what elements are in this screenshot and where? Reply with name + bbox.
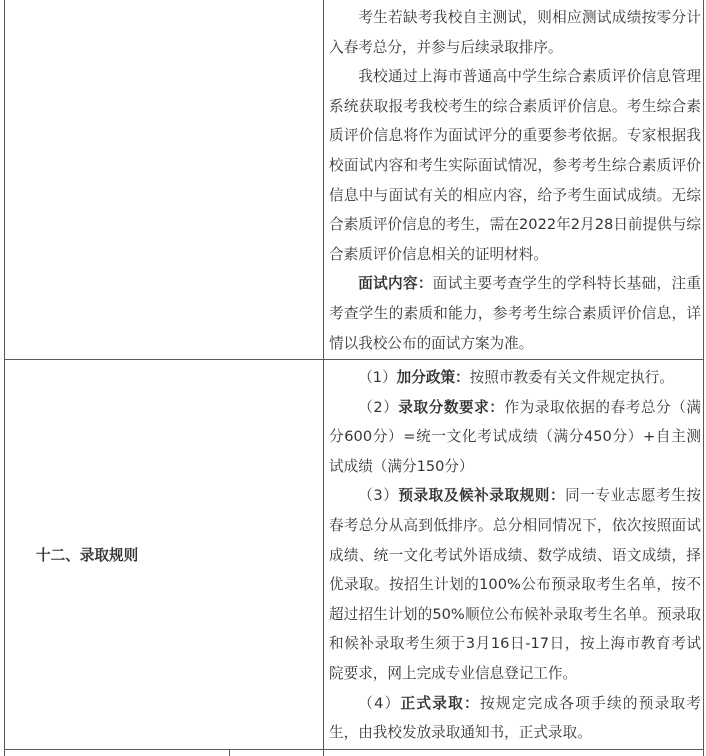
upper-cell-content	[329, 3, 701, 358]
rule-text: 按规定完成各项手续的预录取考生，由我校发放录取通知书，正式录取。	[329, 694, 701, 742]
rule-prefix: （4）	[358, 694, 401, 712]
rule-item	[329, 689, 701, 748]
rule-text: 按照市教委有关文件规定执行。	[469, 369, 674, 386]
rule-item	[329, 393, 701, 482]
row-divider-2	[4, 749, 704, 750]
table-left-border	[4, 0, 5, 756]
rule-prefix: （3）	[358, 487, 399, 505]
rule-text: 同一专业志愿考生按春考总分从高到低排序。总分相同情况下，依次按照面试成绩、统一文化考试外语成绩、数学成绩、语文成绩，择优录取。按招生计划的100%公布预录取考生名单，按不超过招生计划的50%顺位公布候补录取考生名单。预录取和候补录取考生须于3月16日-17日，按上海市教育考试院要求，网上完成专业信息登记工作。	[329, 487, 701, 682]
interview-content-text: 面试主要考查学生的学科特长基础，注重考查学生的素质和能力，参考考生综合素质评价信息，详情以我校公布的面试方案为准。	[329, 275, 701, 352]
rule-prefix: （2）	[358, 398, 399, 416]
rule-title: 正式录取：	[400, 694, 480, 712]
paragraph-interview-content	[329, 269, 701, 358]
rule-text: 作为录取依据的春考总分（满分600分）=统一文化考试成绩（满分450分）+自主测试成绩（满分150分）	[329, 398, 701, 475]
table-right-border	[703, 0, 704, 756]
rule-item	[329, 481, 701, 688]
next-row-divider	[229, 750, 230, 756]
section-label: 十二、录取规则	[36, 547, 139, 564]
paragraph-absence-rule: 考生若缺考我校自主测试，则相应测试成绩按零分计入春考总分，并参与后续录取排序。	[329, 9, 701, 56]
row-divider-1	[4, 359, 704, 360]
rule-title: 加分政策：	[396, 369, 470, 386]
interview-content-label: 面试内容：	[358, 275, 433, 293]
rule-prefix: （1）	[358, 369, 397, 386]
admission-rules-content	[329, 363, 701, 748]
paragraph-comprehensive-evaluation: 我校通过上海市普通高中学生综合素质评价信息管理系统获取报考我校考生的综合素质评价信息。考生综合素质评价信息将作为面试评分的重要参考依据。专家根据我校面试内容和考生实际面试情况，参考考生综合素质评价信息中与面试有关的相应内容，给予考生面试成绩。无综合素质评价信息的考生，需在2022年2月28日前提供与综合素质评价信息相关的证明材料。	[329, 68, 701, 263]
column-divider	[323, 0, 324, 756]
rule-title: 录取分数要求：	[398, 398, 505, 416]
rule-item	[329, 363, 701, 393]
rule-title: 预录取及候补录取规则：	[398, 487, 566, 505]
